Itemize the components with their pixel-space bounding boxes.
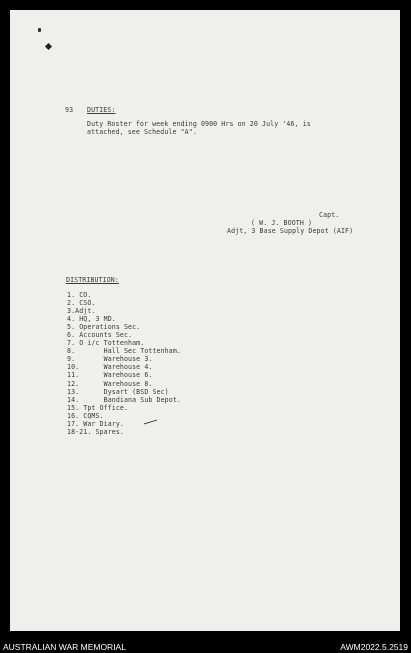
signature-appointment: Adjt, 3 Base Supply Depot (AIF): [227, 227, 354, 235]
footer-institution: AUSTRALIAN WAR MEMORIAL: [3, 642, 126, 652]
distribution-item: 7. O i/c Tottenham.: [67, 339, 145, 348]
distribution-item: 10. Warehouse 4.: [67, 363, 153, 372]
distribution-list: [67, 291, 181, 436]
document-page: [10, 10, 400, 631]
ink-spot: [38, 28, 41, 32]
footer-accession-number: AWM2022.5.2519: [340, 642, 408, 652]
paragraph-heading: DUTIES:: [87, 106, 116, 114]
distribution-item: 2. CSO.: [67, 299, 96, 308]
distribution-item: 8. Hall Sec Tottenham.: [67, 347, 181, 356]
pen-tick-mark: [144, 419, 158, 425]
distribution-item: 17. War Diary.: [67, 419, 124, 428]
distribution-item: 11. Warehouse 6.: [67, 371, 153, 380]
distribution-heading: DISTRIBUTION:: [66, 276, 119, 284]
paragraph-number: 93: [65, 106, 74, 114]
distribution-item: 14. Bandiana Sub Depot.: [67, 395, 181, 404]
signature-name: ( W. J. BOOTH ): [251, 219, 313, 227]
distribution-item: 16. CQMS.: [67, 411, 104, 420]
distribution-item: 6. Accounts Sec.: [67, 331, 133, 340]
distribution-item: 9. Warehouse 3.: [67, 355, 153, 364]
distribution-item: 13. Dysart (BSD Sec): [67, 387, 169, 396]
distribution-item: 1. CO.: [67, 291, 92, 299]
paragraph-body: Duty Roster for week ending 0900 Hrs on 20 July '46, is attached, see Schedule "A".: [87, 120, 311, 136]
distribution-item: 4. HQ, 3 MD.: [67, 315, 116, 324]
ink-spot: [45, 43, 52, 50]
signature-rank: Capt.: [319, 211, 340, 219]
distribution-item: 15. Tpt Office.: [67, 403, 129, 412]
distribution-item: 12. Warehouse 8.: [67, 379, 153, 388]
distribution-item: 5. Operations Sec.: [67, 323, 141, 332]
distribution-item: 18-21. Spares.: [67, 427, 124, 436]
distribution-item: 3.Adjt.: [67, 307, 96, 316]
